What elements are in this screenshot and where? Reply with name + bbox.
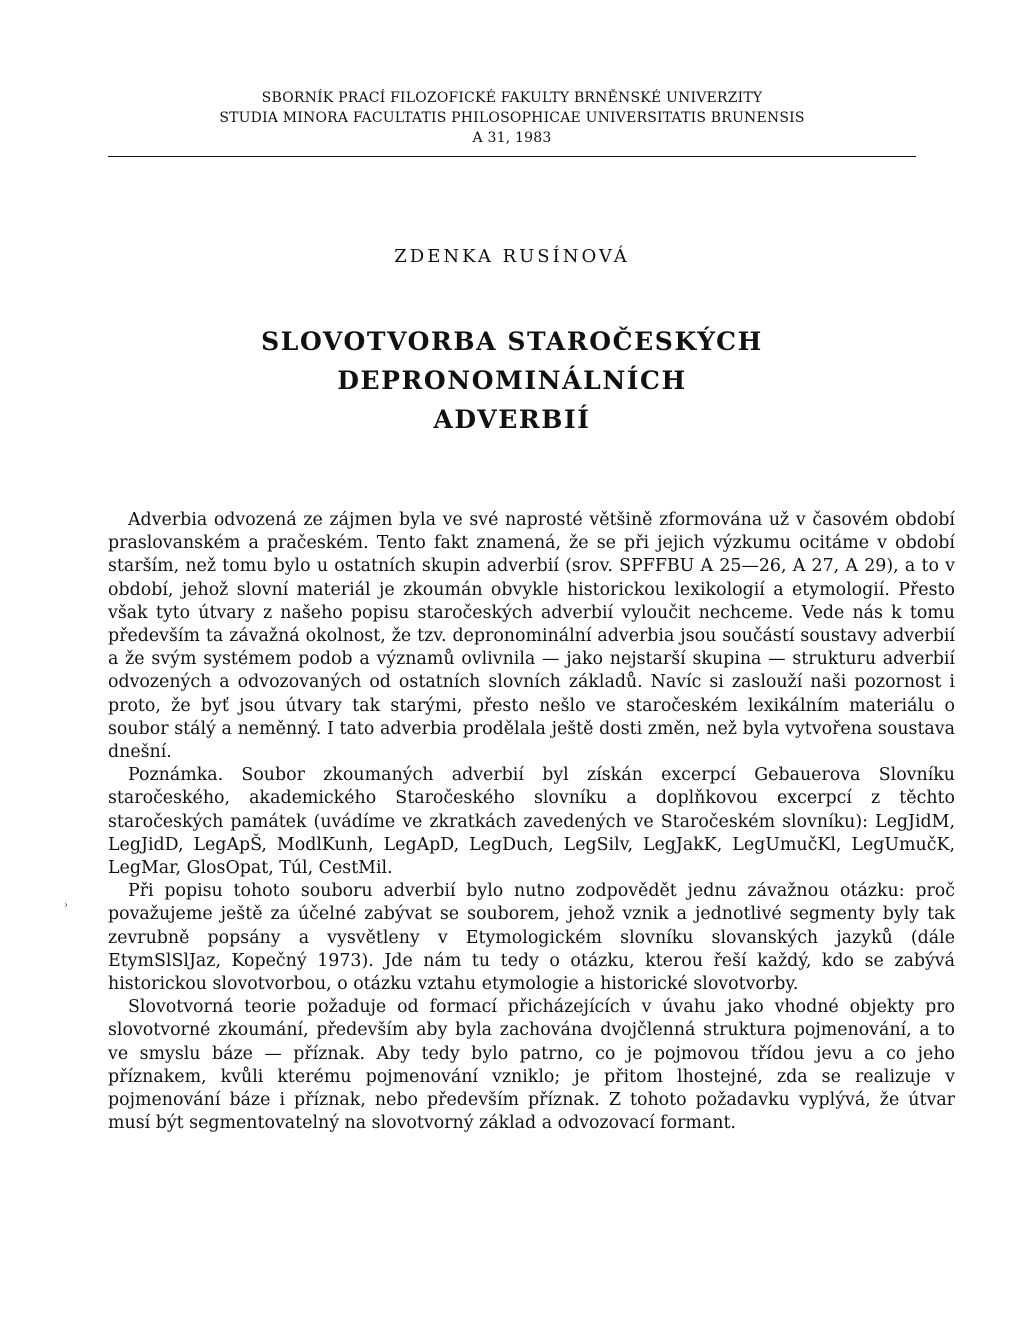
volume-year: A 31, 1983 xyxy=(472,130,552,146)
title-line-1: SLOVOTVORBA STAROČESKÝCH DEPRONOMINÁLNÍCH xyxy=(261,327,763,395)
paragraph-3: Slovotvorná teorie požaduje od formací přicházejících v úvahu jako vhodné objekty pro slovotvorné zkoumání, především aby byla zachována dvojčlenná struktura pojmenování, a to ve smyslu báze — příznak. Aby tedy bylo patrno, co je pojmovou třídou jevu a co jeho příznakem, kvůli kterému pojmenování vzniklo; je přitom lhostejné, zda se realizuje v pojmenování báze i příznak, nebo především příznak. Z tohoto požadavku vyplývá, že útvar musí být segmentovatelný na slovotvorný základ a odvozovací formant. xyxy=(108,997,955,1134)
author-name: ZDENKA RUSÍNOVÁ xyxy=(394,246,630,267)
paragraph-note: Poznámka. Soubor zkoumaných adverbií byl získán excerpcí Gebauerova Slovníku staročeského, akademického Staročeského slovníku a doplňkovou excerpcí z těchto staročeských památek (uvádíme ve zkratkách zavedených ve Staročeském slovníku): LegJidM, LegJidD, LegApŠ, ModlKunh, LegApD, LegDuch, LegSilv, LegJakK, LegUmučKl, LegUmučK, LegMar, GlosOpat, Túl, CestMil. xyxy=(108,765,955,879)
margin-mark: › xyxy=(64,900,68,911)
title-line-2: ADVERBIÍ xyxy=(433,405,591,434)
article-title xyxy=(108,322,916,439)
journal-header xyxy=(108,88,916,148)
journal-title-czech: SBORNÍK PRACÍ FILOZOFICKÉ FAKULTY BRNĚNSKÉ UNIVERZITY xyxy=(261,90,763,106)
article-body xyxy=(108,509,955,1135)
journal-title-latin: STUDIA MINORA FACULTATIS PHILOSOPHICAE UNIVERSITATIS BRUNENSIS xyxy=(219,110,805,126)
paragraph-1: Adverbia odvozená ze zájmen byla ve své naprosté většině zformována už v časovém období praslovanském a pračeském. Tento fakt znamená, že se při jejich výzkumu ocitáme v období starším, než tomu bylo u ostatních skupin adverbií (srov. SPFFBU A 25—26, A 27, A 29), a to v období, jehož slovní materiál je zkoumán obvykle historickou lexikologií a etymologií. Přesto však tyto útvary z našeho popisu staročeských adverbií vyloučit nechceme. Vede nás k tomu především ta závažná okolnost, že tzv. depronominální adverbia jsou součástí soustavy adverbií a že svým systémem podob a významů ovlivnila — jako nejstarší skupina — strukturu adverbií odvozených a odvozovaných od ostatních slovních základů. Navíc si zaslouží naši pozornost i proto, že byť jsou útvary tak starými, přesto nešlo ve staročeském lexikálním materiálu o soubor stálý a neměnný. I tato adverbia prodělala ještě dosti změn, než byla vytvořena soustava dnešní. xyxy=(108,510,955,763)
paragraph-2: Při popisu tohoto souboru adverbií bylo nutno zodpovědět jednu závažnou otázku: proč považujeme ještě za účelné zabývat se souborem, jehož vznik a jednotlivé segmenty byly tak zevrubně popsány a vysvětleny v Etymologickém slovníku slovanských jazyků (dále EtymSlSlJaz, Kopečný 1973). Jde nám tu tedy o otázku, kterou řeší každý, kdo se zabývá historickou slovotvorbou, o otázku vztahu etymologie a historické slovotvorby. xyxy=(108,881,955,995)
header-rule xyxy=(108,156,916,157)
